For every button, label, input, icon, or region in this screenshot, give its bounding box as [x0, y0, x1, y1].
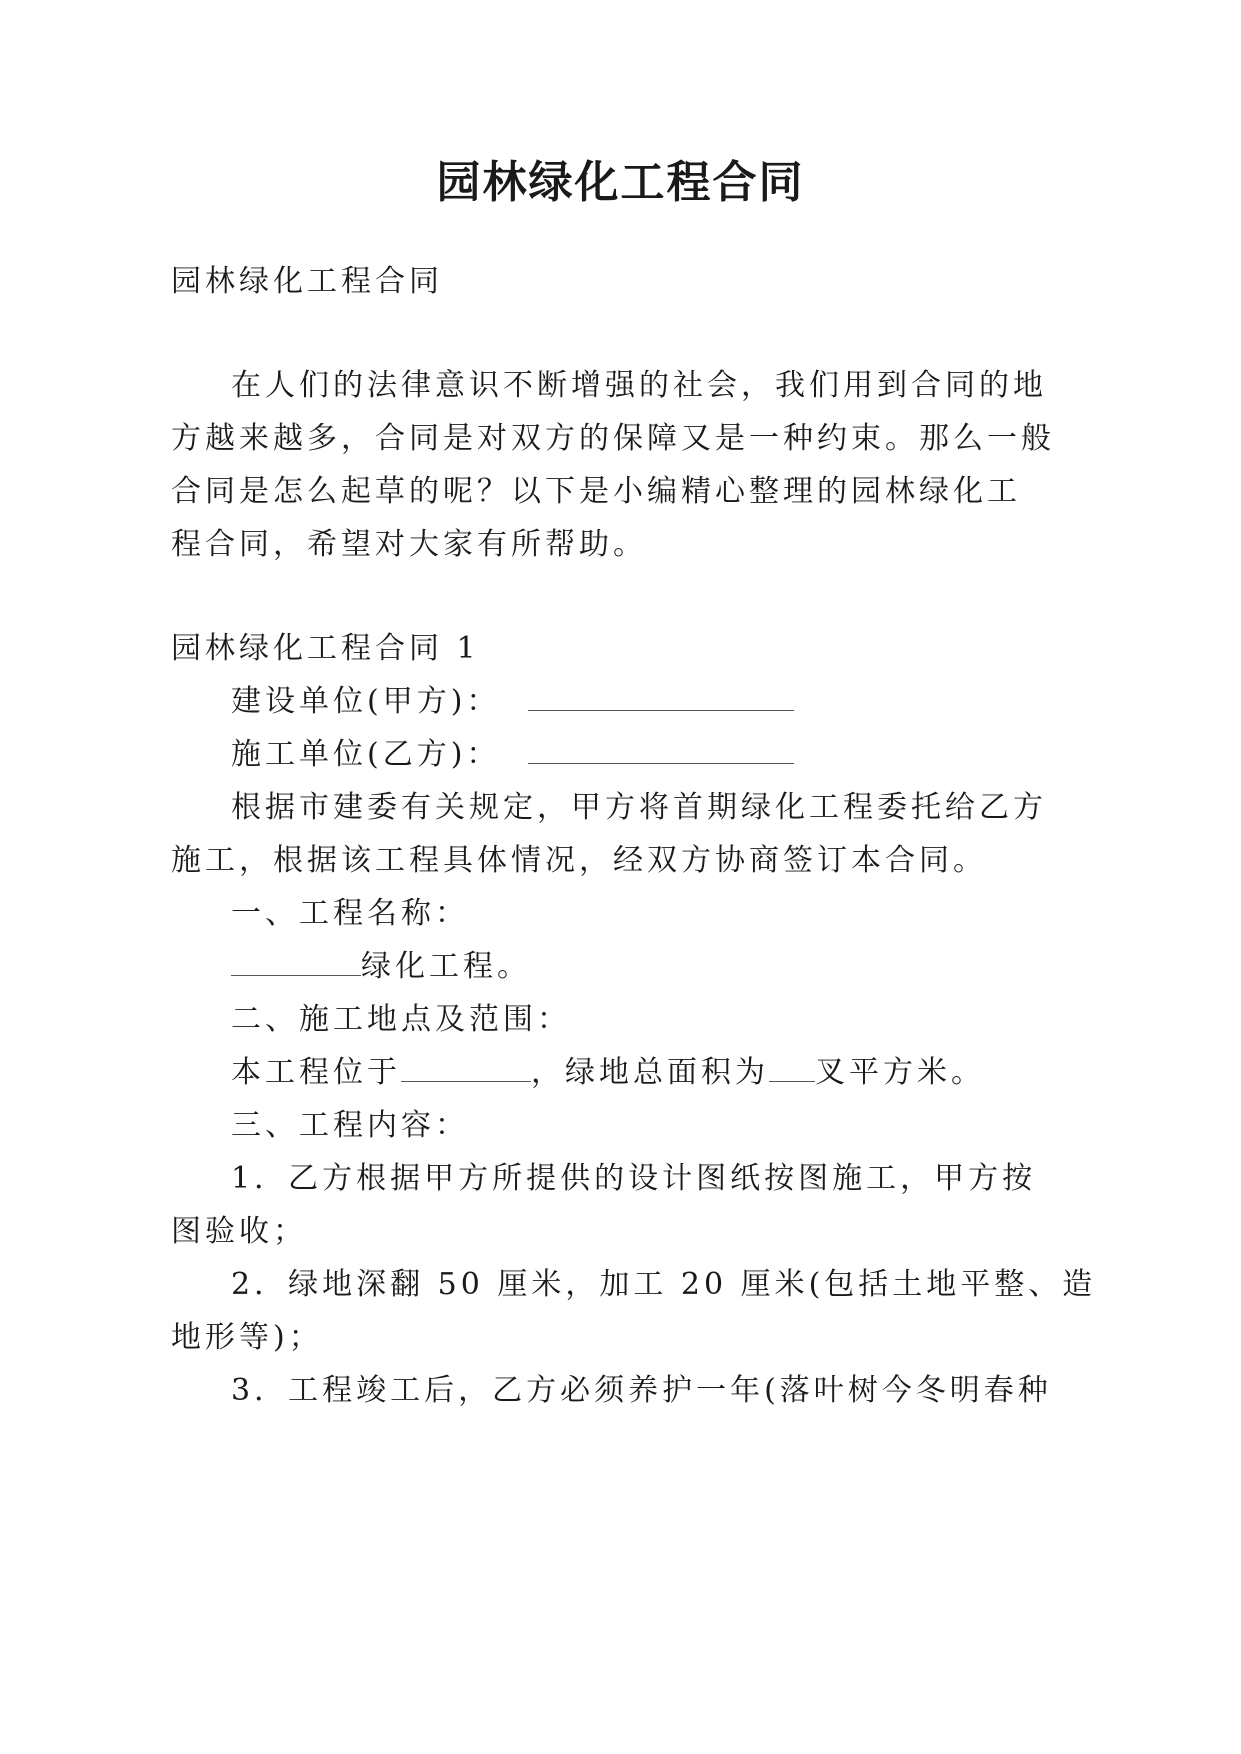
section-heading: 园林绿化工程合同 1 [171, 631, 480, 666]
project-name-blank [231, 945, 361, 976]
item3-heading: 三、工程内容： [231, 1108, 469, 1143]
party-a-blank [528, 680, 794, 711]
party-a-label: 建设单位(甲方)： [231, 684, 501, 719]
item1-row [231, 945, 531, 989]
item2-suffix: 叉平方米。 [815, 1055, 985, 1090]
area-blank [769, 1051, 815, 1082]
location-blank [401, 1051, 531, 1082]
party-b-blank [528, 733, 794, 764]
basis-line-1: 根据市建委有关规定，甲方将首期绿化工程委托给乙方 [231, 790, 1047, 825]
party-b-row [231, 733, 794, 777]
document-title: 园林绿化工程合同 [436, 157, 805, 208]
intro-line-4: 程合同，希望对大家有所帮助。 [171, 527, 647, 562]
party-b-label: 施工单位(乙方)： [231, 737, 501, 772]
clause3-line-1: 3．工程竣工后，乙方必须养护一年(落叶树今冬明春种 [231, 1373, 1052, 1408]
document-subtitle: 园林绿化工程合同 [171, 264, 443, 299]
item1-heading: 一、工程名称： [231, 896, 469, 931]
party-a-row [231, 680, 794, 724]
item2-middle: ，绿地总面积为 [531, 1055, 769, 1090]
item1-text: 绿化工程。 [361, 949, 531, 984]
item2-heading: 二、施工地点及范围： [231, 1002, 571, 1037]
item2-row [231, 1051, 985, 1095]
intro-line-1: 在人们的法律意识不断增强的社会，我们用到合同的地 [231, 368, 1047, 403]
clause2-line-1: 2．绿地深翻 50 厘米，加工 20 厘米(包括土地平整、造 [231, 1267, 1097, 1302]
intro-line-3: 合同是怎么起草的呢？以下是小编精心整理的园林绿化工 [171, 474, 1021, 509]
clause1-line-2: 图验收； [171, 1214, 307, 1249]
clause2-line-2: 地形等)； [171, 1320, 323, 1355]
intro-line-2: 方越来越多，合同是对双方的保障又是一种约束。那么一般 [171, 421, 1055, 456]
basis-line-2: 施工，根据该工程具体情况，经双方协商签订本合同。 [171, 843, 987, 878]
item2-prefix: 本工程位于 [231, 1055, 401, 1090]
clause1-line-1: 1．乙方根据甲方所提供的设计图纸按图施工，甲方按 [231, 1161, 1037, 1196]
